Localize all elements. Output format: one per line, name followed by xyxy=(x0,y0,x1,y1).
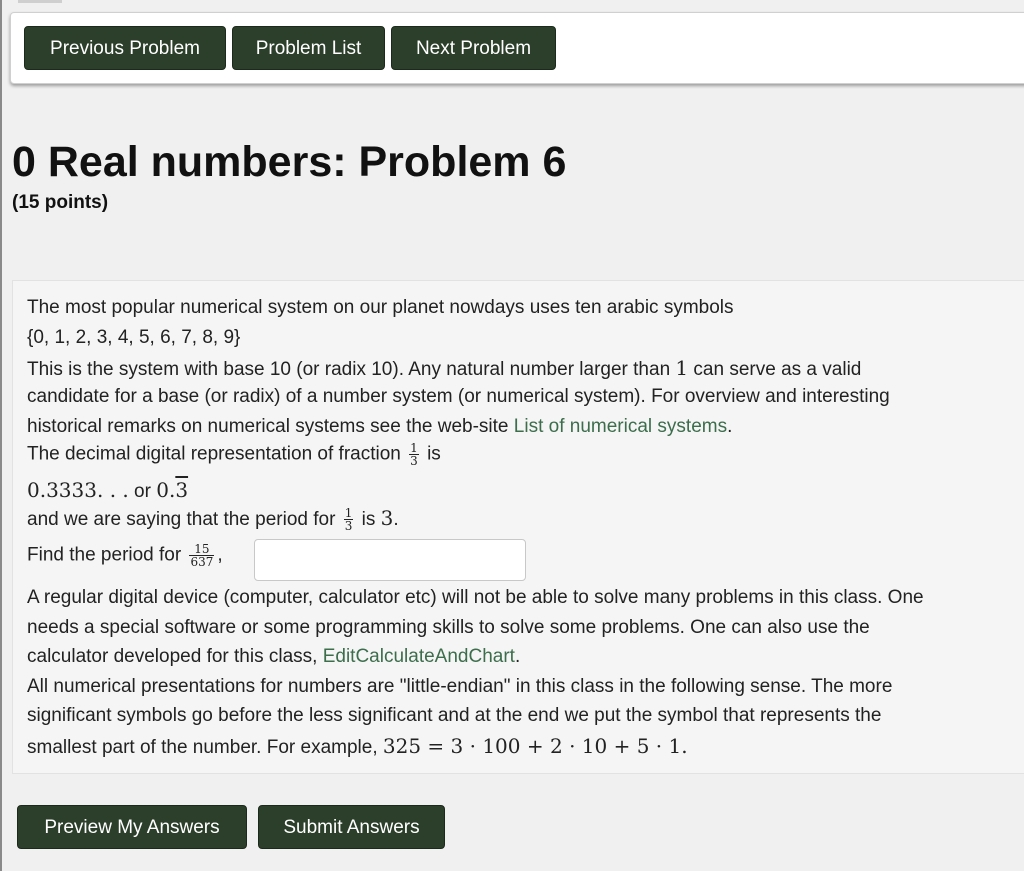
text-segment: is xyxy=(421,443,441,465)
text-segment: is xyxy=(356,509,381,530)
numerical-systems-link[interactable]: List of numerical systems xyxy=(513,416,728,437)
fraction-numerator: 1 xyxy=(344,506,353,521)
text-segment: or xyxy=(128,481,157,502)
repeating-integer-part: 0. xyxy=(156,478,176,502)
math-number: 1 xyxy=(675,356,689,380)
text-segment: can serve as a valid xyxy=(688,359,862,380)
text-line-9 xyxy=(27,543,223,568)
text-line-12 xyxy=(27,646,520,668)
decimal-expansion: 0.3333. . . xyxy=(27,478,129,502)
fraction-numerator: 1 xyxy=(410,441,418,455)
text-segment: Find the period for xyxy=(27,544,187,566)
fraction-denominator: 637 xyxy=(190,555,214,569)
repeating-digit: 3 xyxy=(175,478,189,502)
text-segment: , xyxy=(217,544,223,566)
text-line-6 xyxy=(27,442,441,467)
text-segment: and we are saying that the period for xyxy=(27,509,341,530)
next-problem-button[interactable]: Next Problem xyxy=(391,26,556,70)
problem-points: (15 points) xyxy=(12,192,109,213)
fraction-numerator: 15 xyxy=(189,543,214,556)
calculator-link[interactable]: EditCalculateAndChart xyxy=(322,646,515,667)
text-line-10: A regular digital device (computer, calculator etc) will not be able to solve many problems in this class. One xyxy=(27,587,924,608)
fraction-one-third xyxy=(409,442,419,467)
text-segment: . xyxy=(393,509,399,530)
problem-list-button[interactable]: Problem List xyxy=(232,26,385,70)
answer-input[interactable] xyxy=(254,539,526,581)
previous-problem-button[interactable]: Previous Problem xyxy=(24,26,226,70)
text-segment: . xyxy=(727,416,733,437)
text-line-3 xyxy=(27,356,861,381)
text-segment: This is the system with base 10 (or radix 10). Any natural number larger than xyxy=(27,359,676,380)
text-line-15 xyxy=(27,734,688,759)
page-title: 0 Real numbers: Problem 6 xyxy=(12,138,567,186)
text-segment: smallest part of the number. For example, xyxy=(27,737,383,758)
text-segment: historical remarks on numerical systems see the web-site xyxy=(27,416,514,437)
preview-answers-button[interactable]: Preview My Answers xyxy=(17,805,247,849)
fraction-denominator: 3 xyxy=(410,454,418,468)
text-line-13: All numerical presentations for numbers are "little-endian" in this class in the following sense. The more xyxy=(27,676,893,697)
example-equation: 325 = 3 · 100 + 2 · 10 + 5 · 1. xyxy=(382,734,688,758)
problem-nav-bar xyxy=(10,12,1024,84)
repeating-decimal xyxy=(156,478,188,502)
text-line-4: candidate for a base (or radix) of a number system (or numerical system). For overview and interesting xyxy=(27,386,890,407)
text-line-7 xyxy=(27,478,188,503)
text-line-5 xyxy=(27,416,732,438)
text-segment: The decimal digital representation of fraction xyxy=(27,443,407,465)
text-segment: . xyxy=(514,646,521,667)
period-value: 3 xyxy=(380,506,394,530)
left-border xyxy=(0,0,2,871)
text-line-1: The most popular numerical system on our planet nowdays uses ten arabic symbols xyxy=(27,297,734,318)
text-line-8 xyxy=(27,506,399,532)
fraction-denominator: 3 xyxy=(344,519,353,534)
top-tab-edge xyxy=(18,0,62,3)
text-segment: calculator developed for this class, xyxy=(27,646,323,667)
fraction-15-637 xyxy=(189,543,214,568)
fraction-one-third xyxy=(344,507,354,532)
text-line-11: needs a special software or some programming skills to solve some problems. One can also use the xyxy=(27,617,870,638)
submit-answers-button[interactable]: Submit Answers xyxy=(258,805,445,849)
text-line-14: significant symbols go before the less significant and at the end we put the symbol that represents the xyxy=(27,705,882,726)
symbol-set: {0, 1, 2, 3, 4, 5, 6, 7, 8, 9} xyxy=(27,327,241,348)
